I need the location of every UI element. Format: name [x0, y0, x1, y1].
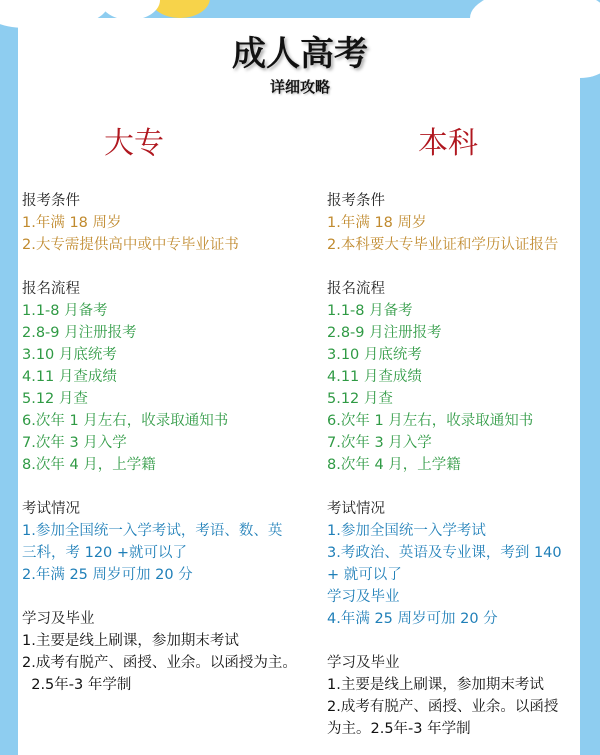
list-item: 2.大专需提供高中或中专毕业证书: [22, 237, 239, 253]
section-title: 学习及毕业: [22, 611, 95, 627]
list-item: 6.次年 1 月左右，收录取通知书: [22, 413, 229, 429]
list-item: 4.年满 25 周岁可加 20 分: [327, 611, 498, 627]
list-item: 2.成考有脱产、函授、业余。以函授: [327, 699, 559, 715]
section-title: 考试情况: [22, 501, 80, 517]
section-title: 考试情况: [327, 501, 385, 517]
list-item: 2.成考有脱产、函授、业余。以函授为主。: [22, 655, 297, 671]
left-column: [22, 190, 312, 696]
right-column: [327, 190, 579, 740]
section-title: 报考条件: [22, 193, 80, 209]
list-item: 2.8-9 月注册报考: [22, 325, 137, 341]
list-item: 1.主要是线上刷课，参加期末考试: [327, 677, 544, 693]
list-item: 3.10 月底统考: [327, 347, 422, 363]
list-item: 7.次年 3 月入学: [327, 435, 432, 451]
list-item: 8.次年 4 月，上学籍: [327, 457, 461, 473]
list-item: 3.10 月底统考: [22, 347, 117, 363]
list-item: 7.次年 3 月入学: [22, 435, 127, 451]
list-item: 1.年满 18 周岁: [22, 215, 122, 231]
list-item: 1.主要是线上刷课，参加期末考试: [22, 633, 239, 649]
page-title: 成人高考: [232, 34, 368, 74]
list-item: 1.参加全国统一入学考试，考语、数、英: [22, 523, 283, 539]
list-item: 三科，考 120 +就可以了: [22, 545, 188, 561]
section-title: 学习及毕业: [327, 655, 400, 671]
list-item: 5.12 月查: [327, 391, 393, 407]
page-subtitle: 详细攻略: [269, 78, 330, 96]
list-item: 1.1-8 月备考: [22, 303, 108, 319]
list-item: 8.次年 4 月，上学籍: [22, 457, 156, 473]
list-item: 2.本科要大专毕业证和学历认证报告: [327, 237, 559, 253]
left-column-heading: 大专: [104, 126, 164, 161]
list-item: 6.次年 1 月左右，收录取通知书: [327, 413, 534, 429]
right-column-heading: 本科: [418, 126, 478, 161]
list-item: 1.1-8 月备考: [327, 303, 413, 319]
list-item: 学习及毕业: [327, 589, 400, 605]
list-item: 1.年满 18 周岁: [327, 215, 427, 231]
section-title: 报名流程: [327, 281, 385, 297]
list-item: 2.5年-3 年学制: [22, 677, 132, 693]
list-item: 5.12 月查: [22, 391, 88, 407]
section-title: 报考条件: [327, 193, 385, 209]
list-item: 为主。2.5年-3 年学制: [327, 721, 471, 737]
list-item: 4.11 月查成绩: [22, 369, 117, 385]
section-title: 报名流程: [22, 281, 80, 297]
list-item: 1.参加全国统一入学考试: [327, 523, 486, 539]
list-item: + 就可以了: [327, 567, 402, 583]
list-item: 2.8-9 月注册报考: [327, 325, 442, 341]
list-item: 4.11 月查成绩: [327, 369, 422, 385]
cloud-decoration: [100, 0, 160, 20]
list-item: 2.年满 25 周岁可加 20 分: [22, 567, 193, 583]
list-item: 3.考政治、英语及专业课，考到 140: [327, 545, 562, 561]
